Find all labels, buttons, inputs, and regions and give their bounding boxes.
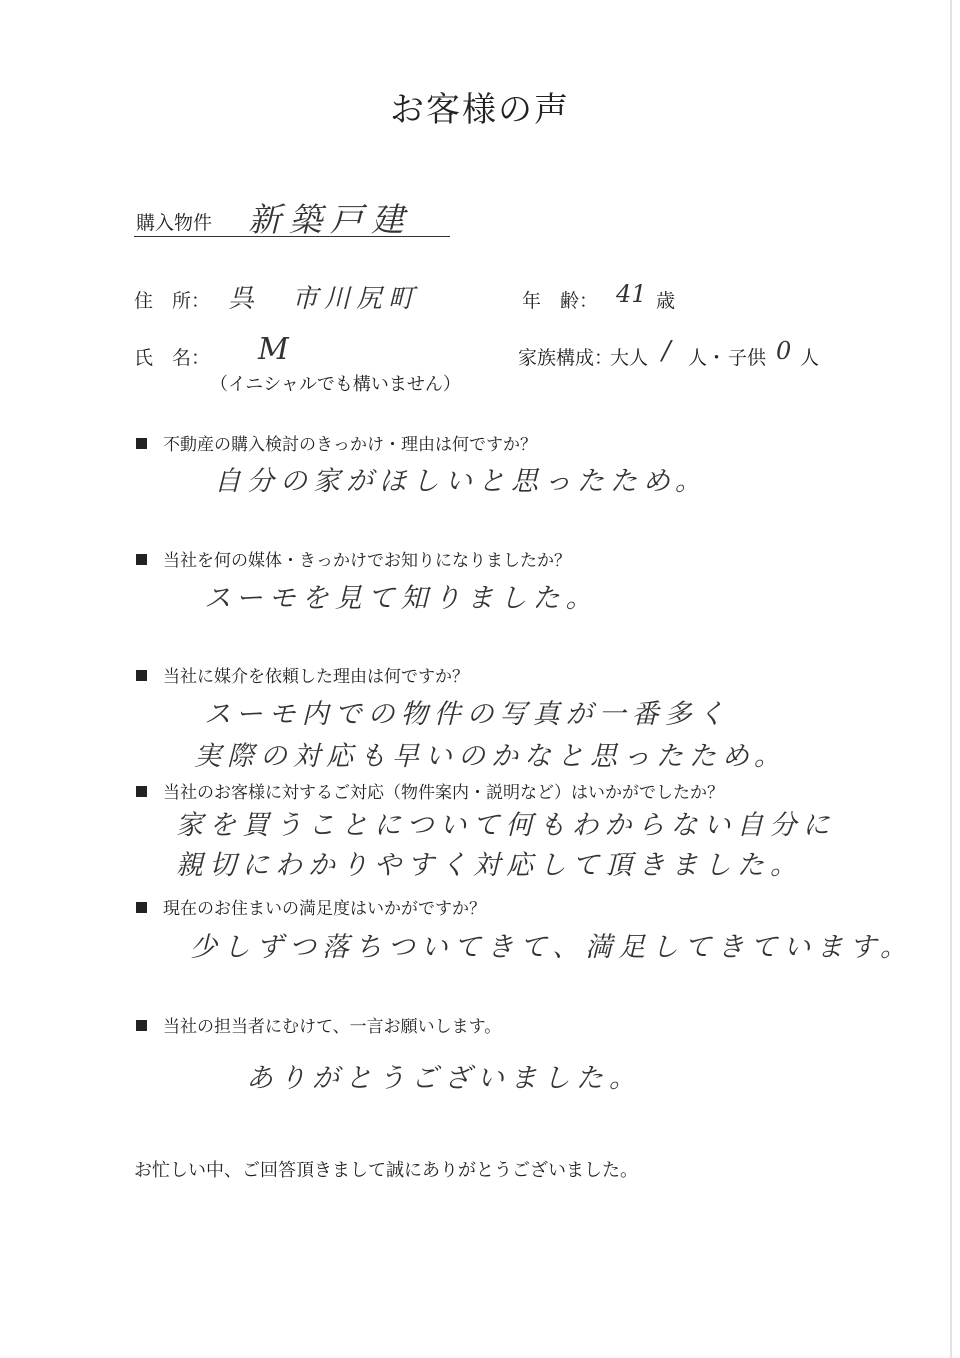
address-label: 住 所：: [134, 290, 211, 312]
family-child-value: 0: [776, 337, 792, 365]
family-unit-1: 人・: [688, 347, 727, 369]
question-6: 当社の担当者にむけて、一言お願いします。: [136, 1012, 501, 1037]
name-note: （イニシャルでも構いません）: [210, 374, 461, 395]
answer-3-line-1: スーモ内での物件の写真が一番多く: [204, 699, 731, 730]
answer-5-line-1: 少しずつ落ちついてきて、満足してきています。: [190, 932, 914, 963]
bullet-square-icon: [136, 786, 147, 797]
property-value: 新築戸建: [248, 200, 412, 239]
question-5: 現在のお住まいの満足度はいかがですか？: [136, 894, 486, 919]
question-4: 当社のお客様に対するご対応（物件案内・説明など）はいかがでしたか？: [136, 778, 724, 803]
page-title: お客様の声: [390, 90, 570, 130]
bullet-square-icon: [136, 670, 147, 681]
question-2: 当社を何の媒体・きっかけでお知りになりましたか？: [136, 546, 571, 571]
property-label: 購入物件: [136, 212, 213, 234]
age-value: 41: [616, 280, 647, 308]
bullet-square-icon: [136, 438, 147, 449]
bullet-square-icon: [136, 902, 147, 913]
family-unit-2: 人: [800, 347, 820, 369]
answer-3-line-2: 実際の対応も早いのかなと思ったため。: [194, 741, 787, 772]
property-underline: [134, 236, 450, 237]
age-unit: 歳: [656, 290, 676, 312]
scan-edge: [950, 0, 952, 1358]
family-adult-label: 大人: [610, 347, 649, 369]
family-adult-value: /: [662, 336, 671, 366]
answer-2-line-1: スーモを見て知りました。: [204, 583, 599, 614]
name-label: 氏 名：: [134, 347, 211, 369]
answer-4-line-1: 家を買うことについて何もわからない自分に: [176, 810, 836, 841]
family-child-label: 子供: [728, 347, 767, 369]
bullet-square-icon: [136, 554, 147, 565]
family-label: 家族構成：: [518, 347, 614, 369]
address-value: 呉 市川尻町: [228, 284, 421, 314]
answer-6-line-1: ありがとうございました。: [246, 1063, 642, 1094]
bullet-square-icon: [136, 1020, 147, 1031]
question-1: 不動産の購入検討のきっかけ・理由は何ですか？: [136, 430, 537, 455]
question-3: 当社に媒介を依頼した理由は何ですか？: [136, 662, 469, 687]
name-value: M: [258, 332, 289, 367]
age-label: 年 齢：: [522, 290, 599, 312]
answer-1-line-1: 自分の家がほしいと思ったため。: [214, 466, 708, 497]
footer-thanks: お忙しい中、ご回答頂きまして誠にありがとうございました。: [134, 1160, 638, 1181]
answer-4-line-2: 親切にわかりやすく対応して頂きました。: [176, 850, 803, 881]
